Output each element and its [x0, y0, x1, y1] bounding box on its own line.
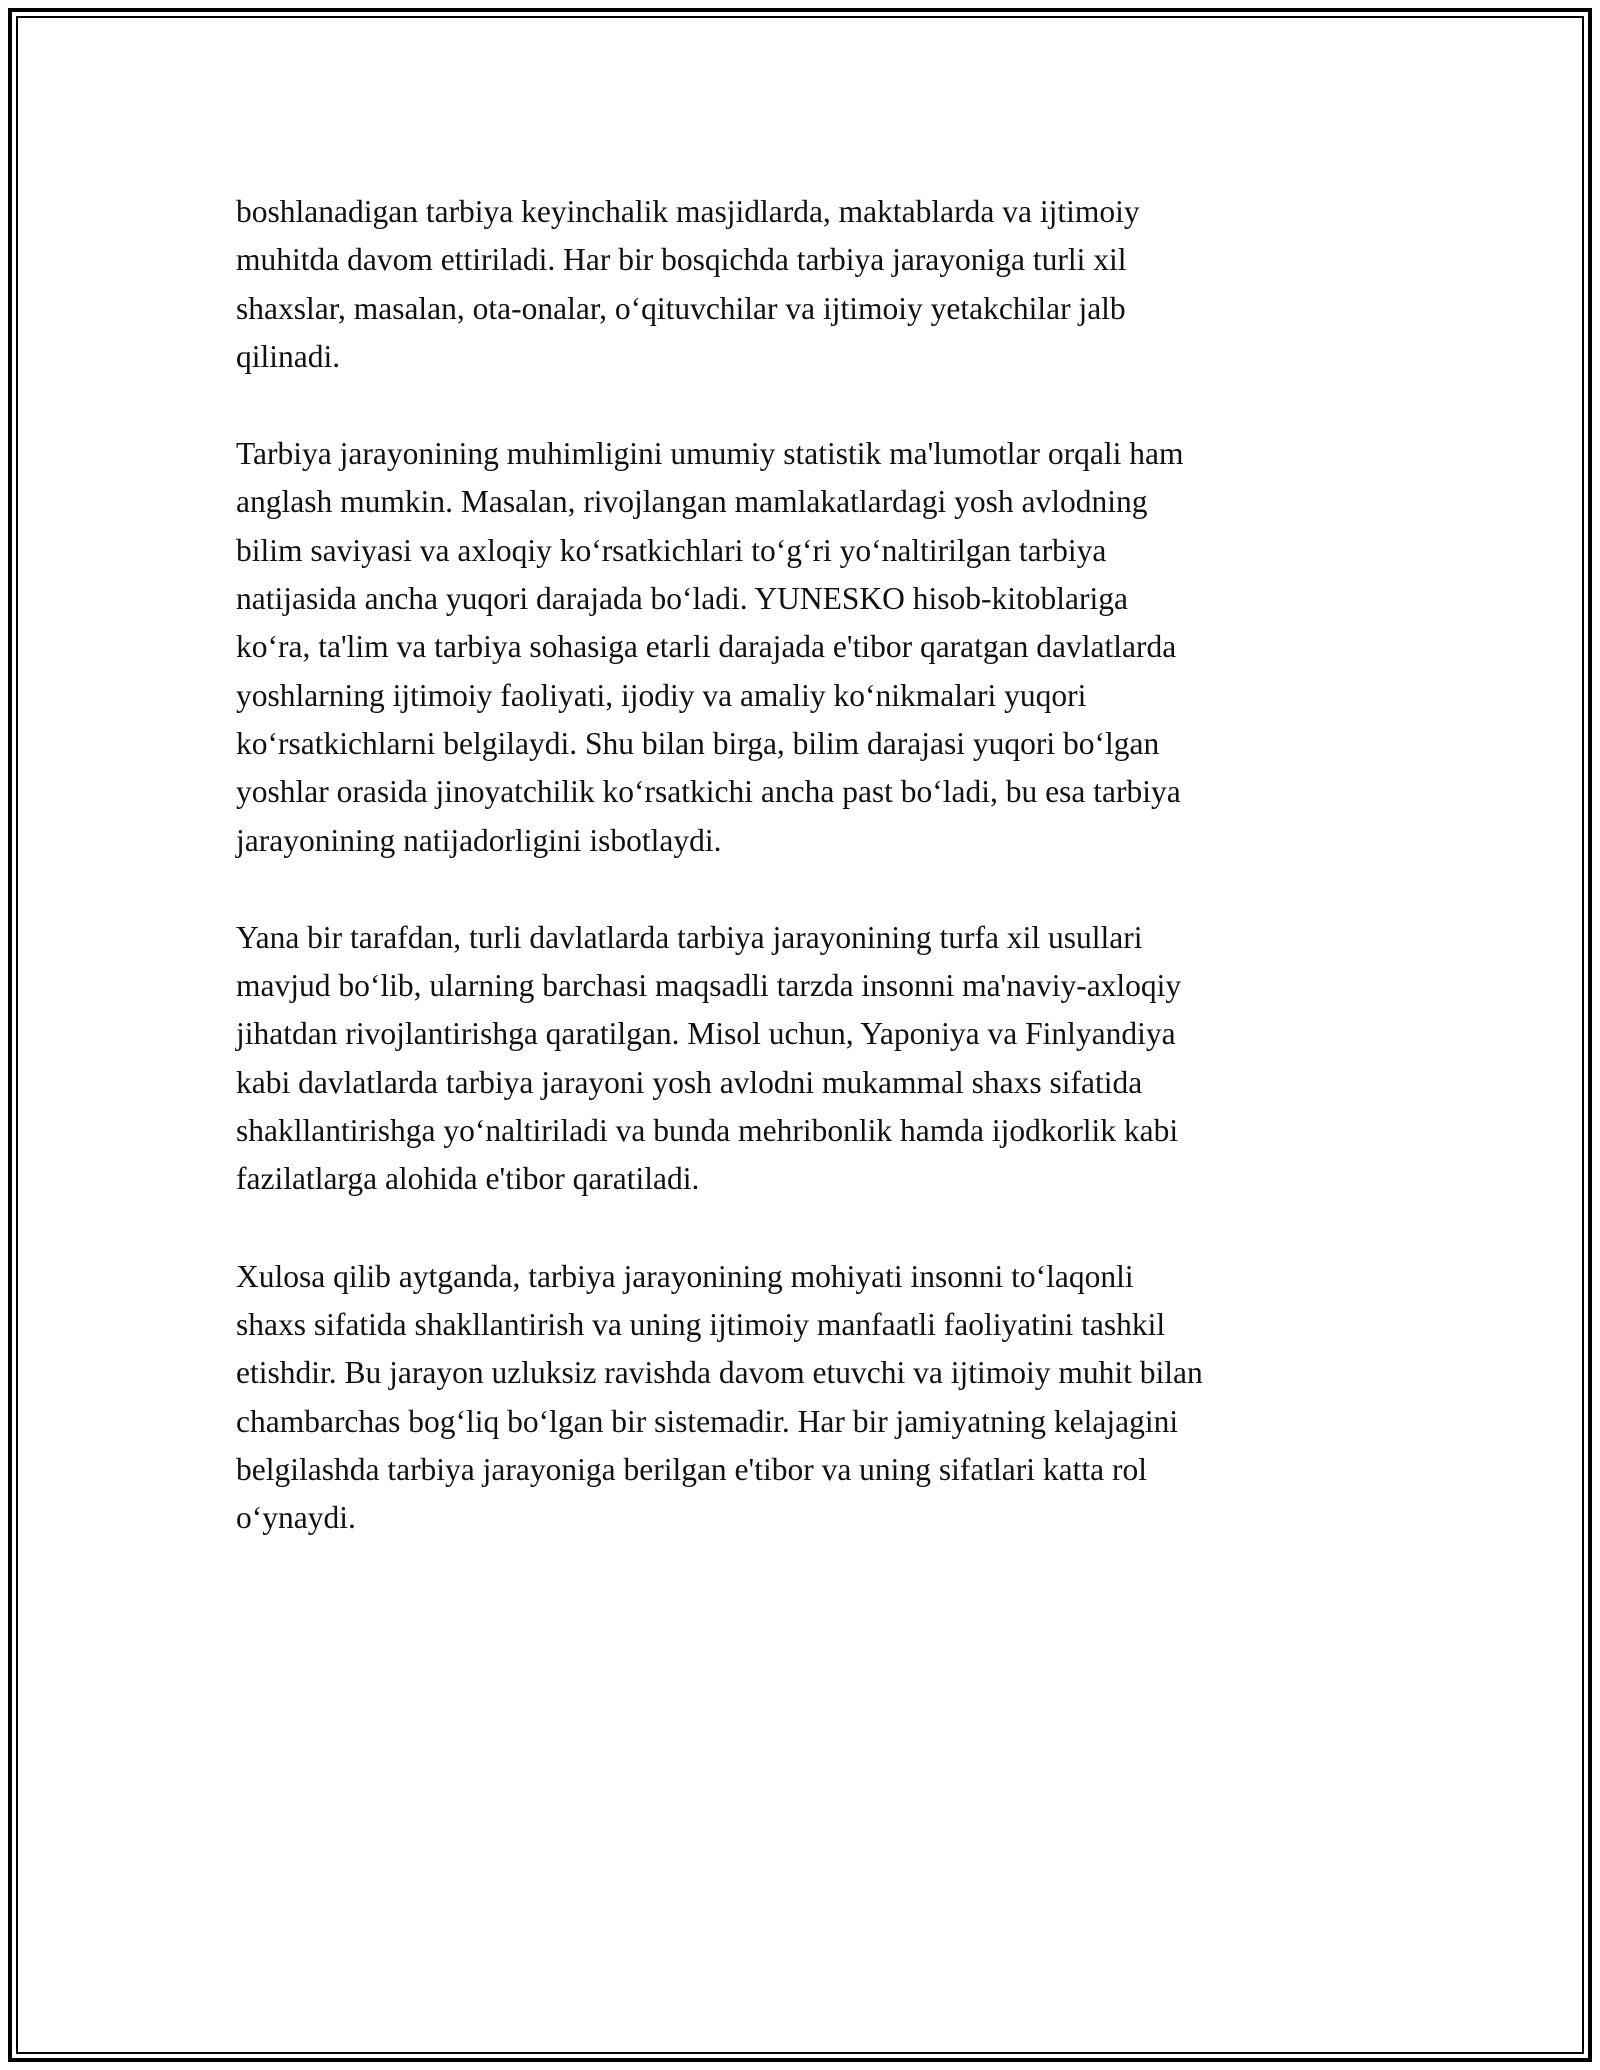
paragraph-1: boshlanadigan tarbiya keyinchalik masjidlarda, maktablarda va ijtimoiy muhitda davom ettiriladi. Har bir bosqichda tarbiya jarayoniga turli xil shaxslar, masalan, ota-onalar, o‘qituvchilar va ijtimoiy yetakchilar jalb qilinadi.	[236, 194, 1140, 374]
document-body	[236, 188, 1386, 1591]
paragraph-3: Yana bir tarafdan, turli davlatlarda tarbiya jarayonining turfa xil usullari mavjud bo‘lib, ularning barchasi maqsadli tarzda insonni ma'naviy-axloqiy jihatdan rivojlantirishga qaratilgan. Misol uchun, Yaponiya va Finlyandiya kabi davlatlarda tarbiya jarayoni yosh avlodni mukammal shaxs sifatida shakllantirishga yo‘naltiriladi va bunda mehribonlik hamda ijodkorlik kabi fazilatlarga alohida e'tibor qaratiladi.	[236, 919, 1182, 1197]
paragraph-4: Xulosa qilib aytganda, tarbiya jarayonining mohiyati insonni to‘laqonli shaxs sifatida shakllantirish va uning ijtimoiy manfaatli faoliyatini tashkil etishdir. Bu jarayon uzluksiz ravishda davom etuvchi va ijtimoiy muhit bilan chambarchas bog‘liq bo‘lgan bir sistemadir. Har bir jamiyatning kelajagini belgilashda tarbiya jarayoniga berilgan e'tibor va uning sifatlari katta rol o‘ynaydi.	[236, 1258, 1203, 1536]
paragraph-2: Tarbiya jarayonining muhimligini umumiy statistik ma'lumotlar orqali ham anglash mumkin. Masalan, rivojlangan mamlakatlardagi yosh avlodning bilim saviyasi va axloqiy ko‘rsatkichlari to‘g‘ri yo‘naltirilgan tarbiya natijasida ancha yuqori darajada bo‘ladi. YUNESKO hisob-kitoblariga ko‘ra, ta'lim va tarbiya sohasiga etarli darajada e'tibor qaratgan davlatlarda yoshlarning ijtimoiy faoliyati, ijodiy va amaliy ko‘nikmalari yuqori ko‘rsatkichlarni belgilaydi. Shu bilan birga, bilim darajasi yuqori bo‘lgan yoshlar orasida jinoyatchilik ko‘rsatkichi ancha past bo‘ladi, bu esa tarbiya jarayonining natijadorligini isbotlaydi.	[236, 436, 1184, 858]
